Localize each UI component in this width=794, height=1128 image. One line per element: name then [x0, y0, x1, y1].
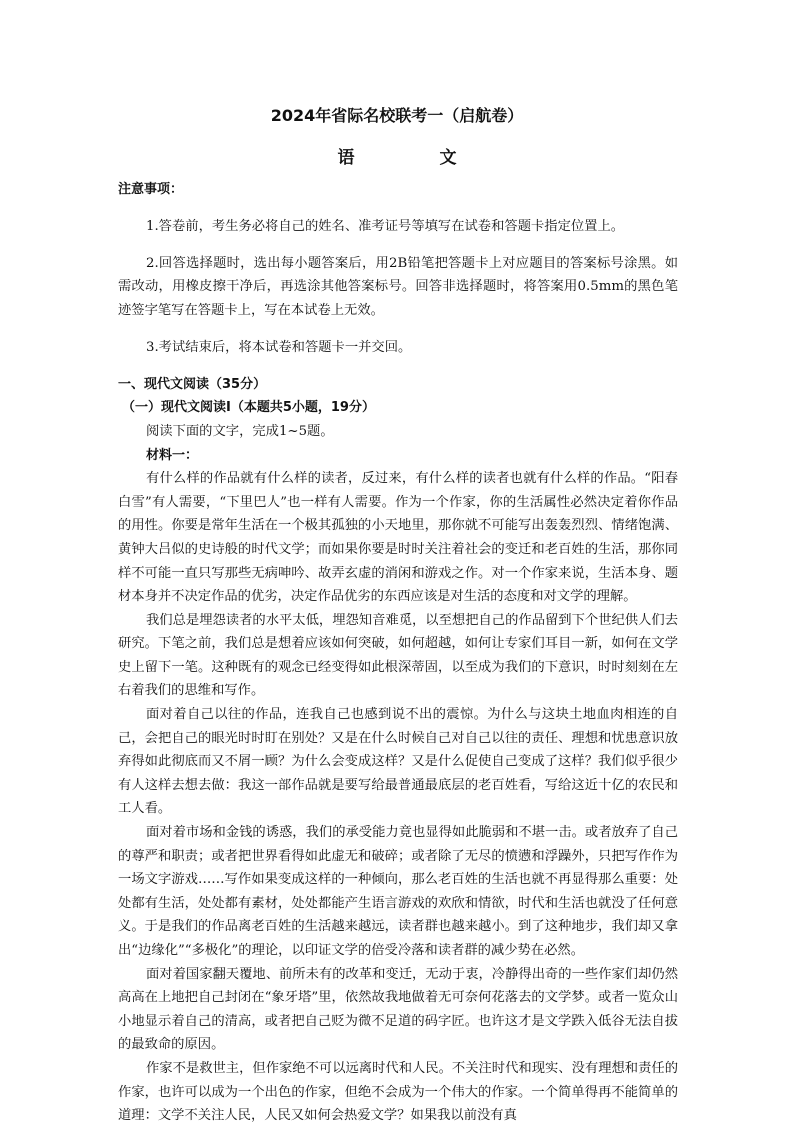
paragraph-2: 我们总是埋怨读者的水平太低，埋怨知音难觅，以至想把自己的作品留到下个世纪供人们去研究。下笔之前，我们总是想着应该如何突破，如何超越，如何让专家们耳目一新，如何在文学史上留下一笔。这种既有的观念已经变得如此根深蒂固，以至成为我们的下意识，时时刻刻在左右着我们的思维和写作。 — [118, 612, 678, 699]
notes-item-1: 1.答卷前，考生务必将自己的姓名、准考证号等填写在试卷和答题卡指定位置上。 — [146, 218, 625, 234]
exam-body — [118, 178, 678, 1128]
material-heading: 材料一： — [146, 447, 199, 463]
exam-title: 2024年省际名校联考一（启航卷） — [270, 106, 524, 125]
paragraph-4: 面对着市场和金钱的诱惑，我们的承受能力竟也显得如此脆弱和不堪一击。或者放弃了自己的尊严和职责；或者把世界看得如此虚无和破碎；或者除了无尽的愤懑和浮躁外，只把写作作为一场文字游戏……写作如果变成这样的一种倾向，那么老百姓的生活也就不再显得那么重要：处处都有生活，处处都有素材，处处都能产生语言游戏的欢欣和情欲，时代和生活也就没了任何意义。于是我们的作品离老百姓的生活越来越远，读者群也越来越小。到了这种地步，我们却又拿出“边缘化”“多极化”的理论，以印证文学的倍受冷落和读者群的减少势在必然。 — [118, 825, 678, 958]
paragraph-5: 面对着国家翻天覆地、前所未有的改革和变迁，无动于衷，冷静得出奇的一些作家们却仍然高高在上地把自己封闭在“象牙塔”里，依然故我地做着无可奈何花落去的文学梦。或者一览众山小地显示着自己的清高，或者把自己贬为微不足道的码字匠。也许这才是文学跌入低谷无法自拔的最致命的原因。 — [118, 966, 678, 1053]
subsection-heading: （一）现代文阅读Ⅰ（本题共5小题，19分） — [122, 400, 375, 416]
notes-heading: 注意事项： — [118, 182, 184, 197]
subject-title: 语 文 — [337, 148, 491, 168]
paragraph-6: 作家不是救世主，但作家绝不可以远离时代和人民。不关注时代和现实、没有理想和责任的作家，也许可以成为一个出色的作家，但绝不会成为一个伟大的作家。一个简单得再不能简单的道理：文学不关注人民，人民又如何会热爱文学？如果我以前没有真 — [118, 1060, 678, 1124]
paragraph-3: 面对着自己以往的作品，连我自己也感到说不出的震惊。为什么与这块土地血肉相连的自己，会把自己的眼光时时盯在别处？又是在什么时候自己对自己以往的责任、理想和忧患意识放弃得如此彻底而又不屑一顾？为什么会变成这样？又是什么促使自己变成了这样？我们似乎很少有人这样去想去做：我这一部作品就是要写给最普通最底层的老百姓看，写给这近十亿的农民和工人看。 — [118, 707, 678, 817]
section-heading: 一、现代文阅读（35分） — [118, 376, 267, 392]
notes-item-3: 3.考试结束后，将本试卷和答题卡一并交回。 — [146, 339, 412, 355]
paragraph-1: 有什么样的作品就有什么样的读者，反过来，有什么样的读者也就有什么样的作品。“阳春白雪”有人需要，“下里巴人”也一样有人需要。作为一个作家，你的生活属性必然决定着你作品的用性。你要是常年生活在一个极其孤独的小天地里，那你就不可能写出轰轰烈烈、情绪饱满、黄钟大吕似的史诗般的时代文学；而如果你要是时时关注着社会的变迁和老百姓的生活，那你同样不可能一直只写那些无病呻吟、故弄玄虚的消闲和游戏之作。对一个作家来说，生活本身、题材本身并不决定作品的优劣，决定作品优劣的东西应该是对生活的态度和对文学的理解。 — [118, 471, 678, 605]
notes-item-2: 2.回答选择题时，选出每小题答案后，用2B铅笔把答题卡上对应题目的答案标号涂黑。如需改动，用橡皮擦干净后，再选涂其他答案标号。回答非选择题时，将答案用0.5mm的黑色笔迹签字笔写在答题卡上，写在本试卷上无效。 — [118, 255, 678, 318]
reading-instruction: 阅读下面的文字，完成1~5题。 — [146, 423, 334, 439]
